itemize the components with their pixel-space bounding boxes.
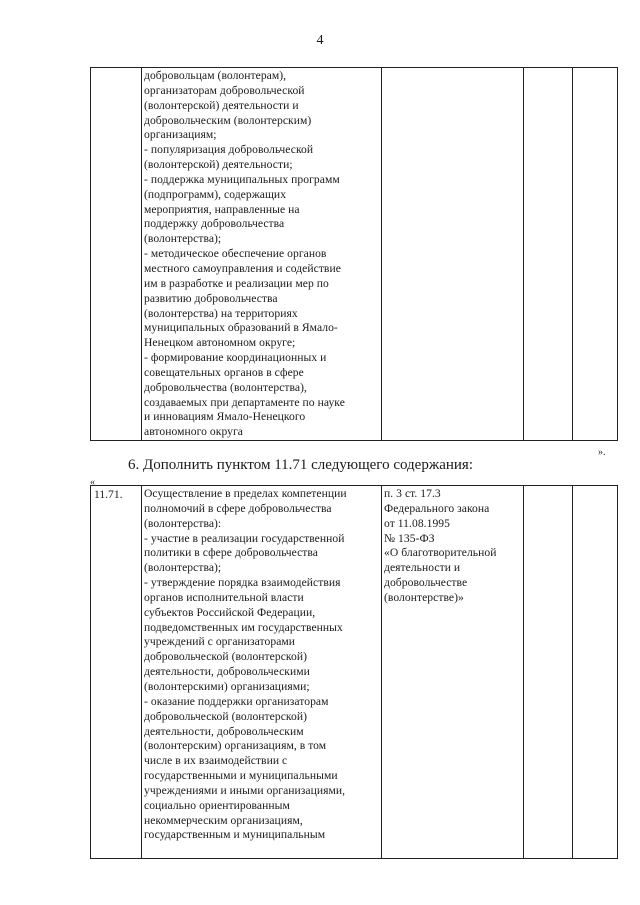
text-line: (волонтерской) деятельности; bbox=[144, 158, 293, 172]
text-line: социально ориентированным bbox=[144, 798, 290, 812]
text-line: «О благотворительной bbox=[384, 546, 497, 560]
empty-cell bbox=[524, 486, 573, 859]
empty-cell bbox=[573, 486, 618, 859]
text-line: добровольчестве bbox=[384, 576, 468, 590]
text-line: - участие в реализации государственной bbox=[144, 531, 345, 545]
text-line: мероприятия, направленные на bbox=[144, 202, 300, 216]
text-line: организациям; bbox=[144, 128, 217, 142]
text-line: местного самоуправления и содействие bbox=[144, 261, 341, 275]
text-line: Осуществление в пределах компетенции bbox=[144, 487, 347, 500]
text-line: от 11.08.1995 bbox=[384, 516, 451, 530]
text-line: добровольчества (волонтерства), bbox=[144, 380, 307, 394]
text-line: полномочий в сфере добровольчества bbox=[144, 501, 332, 515]
closing-quote: ». bbox=[598, 447, 606, 458]
text-line: им в разработке и реализации мер по bbox=[144, 276, 329, 290]
page-number: 4 bbox=[316, 33, 324, 48]
text-line: (волонтерства); bbox=[144, 561, 222, 575]
content-cell bbox=[142, 68, 382, 441]
text-line: (волонтерстве)» bbox=[384, 590, 464, 604]
item-number: 11.71. bbox=[94, 488, 123, 501]
text-line: - поддержка муниципальных программ bbox=[144, 172, 340, 186]
table-row bbox=[91, 68, 618, 441]
text-line: муниципальных образований в Ямало- bbox=[144, 321, 338, 335]
text-line: числе в их взаимодействии с bbox=[144, 754, 288, 768]
text-line: деятельности, добровольческими bbox=[144, 665, 310, 679]
text-line: (волонтерства): bbox=[144, 516, 222, 530]
text-line: - популяризация добровольческой bbox=[144, 143, 314, 157]
text-line: некоммерческим организациям, bbox=[144, 813, 303, 827]
number-cell bbox=[91, 68, 142, 441]
table-row bbox=[91, 486, 618, 859]
text-line: Ненецком автономном округе; bbox=[144, 336, 296, 350]
text-line: организаторам добровольческой bbox=[144, 83, 305, 97]
content-text bbox=[142, 486, 381, 843]
empty-cell bbox=[573, 68, 618, 441]
law-cell bbox=[382, 486, 524, 859]
text-line: п. 3 ст. 17.3 bbox=[384, 487, 441, 500]
text-line: государственным и муниципальным bbox=[144, 828, 326, 842]
text-line: добровольцам (волонтерам), bbox=[144, 69, 287, 82]
text-line: добровольческой (волонтерской) bbox=[144, 650, 308, 664]
section-heading: 6. Дополнить пунктом 11.71 следующего содержания: bbox=[128, 457, 473, 473]
text-line: подведомственных им государственных bbox=[144, 620, 343, 634]
text-line: совещательных органов в сфере bbox=[144, 365, 304, 379]
law-reference-text bbox=[382, 486, 523, 606]
text-line: развитию добровольчества bbox=[144, 291, 278, 305]
text-line: и инновациям Ямало-Ненецкого bbox=[144, 410, 306, 424]
empty-cell bbox=[524, 68, 573, 441]
text-line: деятельности, добровольческим bbox=[144, 724, 304, 738]
text-line: субъектов Российской Федерации, bbox=[144, 605, 316, 619]
number-cell bbox=[91, 486, 142, 859]
opening-quote: « bbox=[90, 477, 95, 488]
text-line: деятельности и bbox=[384, 561, 461, 575]
table-top bbox=[90, 67, 618, 441]
text-line: учреждений с организаторами bbox=[144, 635, 296, 649]
text-line: Федерального закона bbox=[384, 501, 490, 515]
text-line: политики в сфере добровольчества bbox=[144, 546, 318, 560]
text-line: учреждениями и иными организациями, bbox=[144, 783, 346, 797]
text-line: (волонтерства); bbox=[144, 232, 222, 246]
text-line: (волонтерскими) организациями; bbox=[144, 679, 310, 693]
text-line: (подпрограмм), содержащих bbox=[144, 187, 287, 201]
content-cell bbox=[142, 486, 382, 859]
text-line: создаваемых при департаменте по науке bbox=[144, 395, 345, 409]
text-line: государственными и муниципальными bbox=[144, 769, 338, 783]
text-line: добровольческим (волонтерским) bbox=[144, 113, 312, 127]
text-line: - формирование координационных и bbox=[144, 351, 327, 365]
text-line: органов исполнительной власти bbox=[144, 590, 304, 604]
content-text bbox=[142, 68, 381, 440]
text-line: (волонтерским) организациям, в том bbox=[144, 739, 327, 753]
law-cell bbox=[382, 68, 524, 441]
text-line: автономного округа bbox=[144, 425, 243, 439]
text-line: (волонтерства) на территориях bbox=[144, 306, 298, 320]
text-line: - методическое обеспечение органов bbox=[144, 247, 327, 261]
text-line: № 135-ФЗ bbox=[384, 531, 435, 545]
table-bottom bbox=[90, 485, 618, 859]
text-line: - оказание поддержки организаторам bbox=[144, 694, 329, 708]
text-line: добровольческой (волонтерской) bbox=[144, 709, 308, 723]
text-line: (волонтерской) деятельности и bbox=[144, 98, 299, 112]
text-line: поддержку добровольчества bbox=[144, 217, 285, 231]
text-line: - утверждение порядка взаимодействия bbox=[144, 576, 341, 590]
